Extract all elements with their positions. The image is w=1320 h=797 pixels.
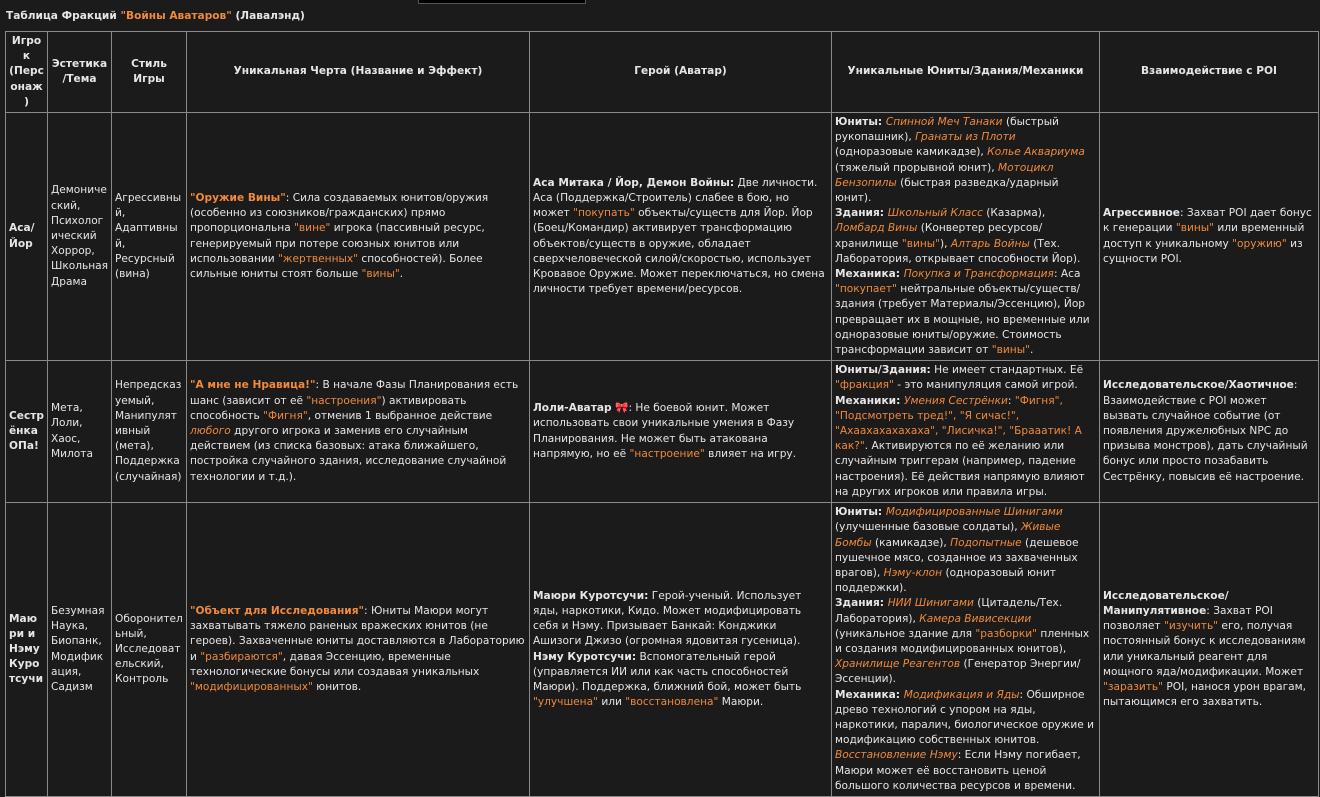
units-paragraph [835,394,1096,500]
title-prefix: Таблица Фракций [6,10,121,22]
table-header-row [6,32,1319,113]
text-run: : Не боевой юнит. Может использовать свои уникальные умения в Фазу Планирования. Не может быть атакована напрямую, но её [533,402,795,460]
text-run: нейтральные объекты/существ/здания (требует Материалы/Эссенцию), Йор превращает их в мощные, но временные или одноразовые юниты/оружие. Стоимость трансформации зависит от [835,283,1090,357]
text-run: юнитов. [312,680,362,693]
text-run: Здания: [835,207,888,220]
text-run: способностей). Более сильные юниты стоят больше [190,252,483,281]
text-run: (камикадзе), [871,536,951,549]
text-run: "улучшена" [533,696,598,709]
factions-table [5,31,1319,797]
cell-aesthetic: Демонический, Психологический Хоррор, Школьная Драма [48,113,112,361]
text-run: Аса Митака / Йор, Демон Войны: [533,176,735,189]
header-units: Уникальные Юниты/Здания/Механики [832,32,1100,113]
cell-player: Аса/ Йор [6,113,48,361]
text-run: "покупает" [835,283,897,296]
text-run: игрока (пассивный ресурс, генерируемый при потере союзных юнитов или использовании [190,222,485,265]
text-run: "изучить" [1163,620,1219,633]
table-row [6,503,1319,797]
text-run: "Фигня", "Подсмотреть тред!", "Я сичас!", "Ахаахахахахаха", "Лисичка!", "Брааатик! А как?" [835,394,1082,453]
text-run: Камера Вивисекции [919,612,1032,625]
text-run: или [597,696,626,709]
units-paragraph [835,505,1096,596]
text-run: : Аса [1053,268,1081,281]
text-run: Юниты: [835,116,886,129]
hero-paragraph [533,401,828,462]
text-run: Агрессивное [1103,207,1180,220]
text-run: Исследовательское/Манипулятивное [1103,589,1229,617]
header-aesthetic: Эстетика/Тема [48,32,112,113]
text-run: (быстрая разведка/ударный юнит). [835,176,1059,205]
text-run: "настроение" [629,447,705,460]
cell-player: Сестрёнка ОПа! [6,361,48,503]
text-run: Подопытные [950,536,1022,549]
text-run: Механика: [835,688,904,701]
hero-paragraph [533,589,828,650]
text-run: (тяжелый прорывной юнит), [835,161,999,174]
text-run: любого [190,425,231,438]
text-run: : [1007,394,1015,407]
page-title [6,9,305,24]
text-run: "модифицированных" [190,680,313,693]
text-run: Две личности. Аса (Поддержка/Строитель) слабее в бою, но может [533,176,818,220]
table-row [6,113,1319,361]
text-run: "вины" [361,268,400,281]
units-paragraph [835,363,1096,393]
text-run: (Генератор Энергии/Эссенции). [835,658,1081,686]
cell-units [832,361,1100,503]
text-run: Гранаты из Плоти [915,131,1016,144]
text-run: . Активируются по её желанию или случайным триггерам (например, падение настроения). Её действия напрямую влияют на других игроков или правила игры. [835,440,1085,498]
cell-hero [530,503,832,797]
header-style: Стиль Игры [112,32,187,113]
cell-style: Агрессивный, Адаптивный, Ресурсный (вина) [112,113,187,361]
units-paragraph [835,267,1096,358]
units-paragraph [835,206,1096,267]
text-run: Нэму-клон [883,566,943,579]
text-run: Юниты/Здания: [835,364,931,377]
cell-units [832,503,1100,797]
cell-style: Оборонительный, Исследовательский, Контроль [112,503,187,797]
text-run: влияет на игру. [704,447,797,460]
text-run: : Юниты Маюри могут захватывать тяжело раненых вражеских юнитов (не героев). Захваченные юниты доставляются в Лабораторию и [190,604,525,663]
text-run: Не имеет стандартных. Её [930,364,1084,377]
text-run: Восстановление Нэму [835,749,958,762]
text-run: "вины" [901,237,940,250]
text-run: "вины" [991,344,1030,357]
text-run: Модификация и Яды [903,688,1020,701]
text-run: Живые Бомбы [835,521,1061,549]
text-run: "вины" [1175,222,1215,235]
cell-style: Непредсказуемый, Манипулятивный (мета), Поддержка (случайная) [112,361,187,503]
text-run: "заразить" [1103,680,1164,693]
cell-player: Маюри и Нэму Куротсучи [6,503,48,797]
cell-aesthetic: Безумная Наука, Биопанк, Модификация, Садизм [48,503,112,797]
text-run: Нэму Куротсучи: [533,650,637,663]
text-run: , давая Эссенцию, временные технологические бонусы или создавая уникальных [190,650,480,678]
text-run: объекты/существ для Йор. Йор (Боец/Командир) активирует трансформацию объектов/существ в оружие, обладает сверхчеловеческой силой/скоростью, использует Кровавое Оружие. Может переключаться, но смена личности требует времени/ресурсов. [533,207,825,296]
text-run: . [399,268,404,281]
text-run: Юниты: [835,506,886,519]
text-run: другого игрока и заменив его случайным действием (из списка базовых: атака ближайшего, постройка случайного здания, исследование случайной технологии и т.д.). [190,425,507,483]
text-run: : Обширное древо технологий с упором на яды, наркотики, паралич, биологическое оружие и модификацию собственных юнитов. [835,688,1095,747]
text-run: (одноразовые камикадзе), [835,146,988,159]
top-scrollbar [418,0,586,4]
text-run: "Объект для Исследования" [190,604,365,617]
header-hero: Герой (Аватар) [530,32,832,113]
text-run: , отменив 1 выбранное действие [307,409,493,422]
text-run: его, получая постоянный бонус к исследованиям или уникальный реагент для мощного яда/модификации. Может [1103,620,1306,678]
cell-poi [1100,503,1319,797]
text-run: "разбираются" [200,650,283,663]
text-run: : В начале Фазы Планирования есть шанс (зависит от её [190,379,519,407]
text-run: Исследовательское/Хаотичное [1103,379,1294,392]
header-poi: Взаимодействие с POI [1100,32,1319,113]
text-run: Алтарь Войны [950,237,1030,250]
text-run: "оружию" [1232,237,1287,250]
cell-trait [187,113,530,361]
text-run: Механика: [835,268,904,281]
text-run: "разборки" [975,627,1038,640]
text-run: "фракция" [835,379,894,392]
text-run: "покупать" [573,207,635,220]
text-run: (Конвертер ресурсов/хранилище [835,222,1043,250]
text-run: "вине" [294,222,331,235]
cell-units [832,113,1100,361]
text-run: Модифицированные Шинигами [885,506,1063,519]
cell-aesthetic: Мета, Лоли, Хаос, Милота [48,361,112,503]
title-suffix: (Лавалэнд) [231,10,305,22]
units-paragraph [835,115,1096,206]
text-run: Мотоцикл Бензопилы [835,161,1054,189]
title-name: "Войны Аватаров" [120,10,232,22]
text-run: . [1029,344,1034,357]
cell-hero [530,113,832,361]
cell-trait [187,503,530,797]
text-run: из сущности POI. [1103,237,1303,265]
text-run: Здания: [835,597,888,610]
text-run: Лоли-Аватар 🎀 [533,402,629,415]
text-run: (дешевое пушечное мясо, созданное из захваченных врагов), [835,536,1079,579]
cell-trait [187,361,530,503]
text-run: POI, нанося урон врагам, пытающимся его захватить. [1103,680,1307,709]
cell-poi [1100,113,1319,361]
text-run: Спинной Меч Танаки [885,116,1003,129]
cell-hero [530,361,832,503]
header-player: Игрок (Персонаж) [6,32,48,113]
hero-paragraph [533,176,828,298]
text-run: Маюри Куротсучи: [533,589,649,602]
text-run: "А мне не Нравица!" [190,379,316,392]
text-run: : Сила создаваемых юнитов/оружия (особенно из союзников/гражданских) прямо пропорциональна [190,192,489,235]
text-run: "Фигня" [263,409,308,422]
text-run: Покупка и Трансформация [903,268,1054,281]
text-run: Механики: [835,394,904,407]
text-run: Колье Аквариума [987,146,1085,159]
text-run: Ломбард Вины [835,222,918,235]
table-row [6,361,1319,503]
units-paragraph [835,688,1096,794]
hero-paragraph [533,650,828,711]
text-run: (Цитадель/Тех. Лаборатория), [835,597,1063,625]
text-run: : Захват POI дает бонус к генерации [1103,207,1312,235]
cell-poi [1100,361,1319,503]
text-run: "настроения" [306,394,382,407]
text-run: : Если Нэму погибает, Маюри может её восстановить ценой большого количества ресурсов и времени. [835,749,1081,792]
text-run: : Захват POI позволяет [1103,604,1273,633]
header-trait: Уникальная Черта (Название и Эффект) [187,32,530,113]
text-run: : Взаимодействие с POI может вызвать случайное событие (от появления дружелюбных NPC до призыва монстров), дать случайный бонус или просто позабавить Сестрёнку, повысив её настроение. [1103,379,1308,483]
text-run: (быстрый рукопашник), [835,116,1059,144]
text-run: (Тех. Лаборатория, открывает способности Йор). [835,237,1081,265]
text-run: (Казарма), [982,207,1046,220]
text-run: пленных и создания модифицированных юнитов), [835,627,1090,655]
text-run: "жертвенных" [278,252,358,265]
text-run: Герой-ученый. Использует яды, наркотики, Кидо. Может модифицировать себя и Нэму. Призывает Банкай: Конджики Ашизоги Джизо (огромная ядовитая гусеница). [533,589,802,648]
text-run: Маюри. [718,696,764,709]
text-run: Умения Сестрёнки [904,394,1008,407]
text-run: НИИ Шинигами [887,597,974,610]
text-run: "Оружие Вины" [190,192,286,205]
text-run: Школьный Класс [887,207,983,220]
units-paragraph [835,596,1096,687]
text-run: Хранилище Реагентов [835,658,961,671]
text-run: - это манипуляция самой игрой. [893,379,1078,392]
text-run: Вспомогательный герой (управляется ИИ или как часть способностей Маюри). Поддержка, ближний бой, может быть [533,650,802,693]
text-run: ), [940,237,951,250]
text-run: ) активировать способность [190,394,467,422]
text-run: "восстановлена" [625,696,719,709]
text-run: (одноразовый юнит поддержки). [835,566,1056,595]
text-run: или временный доступ к уникальному [1103,222,1305,250]
text-run: (улучшенные базовые солдаты), [835,521,1021,534]
text-run: (уникальное здание для [835,627,976,640]
